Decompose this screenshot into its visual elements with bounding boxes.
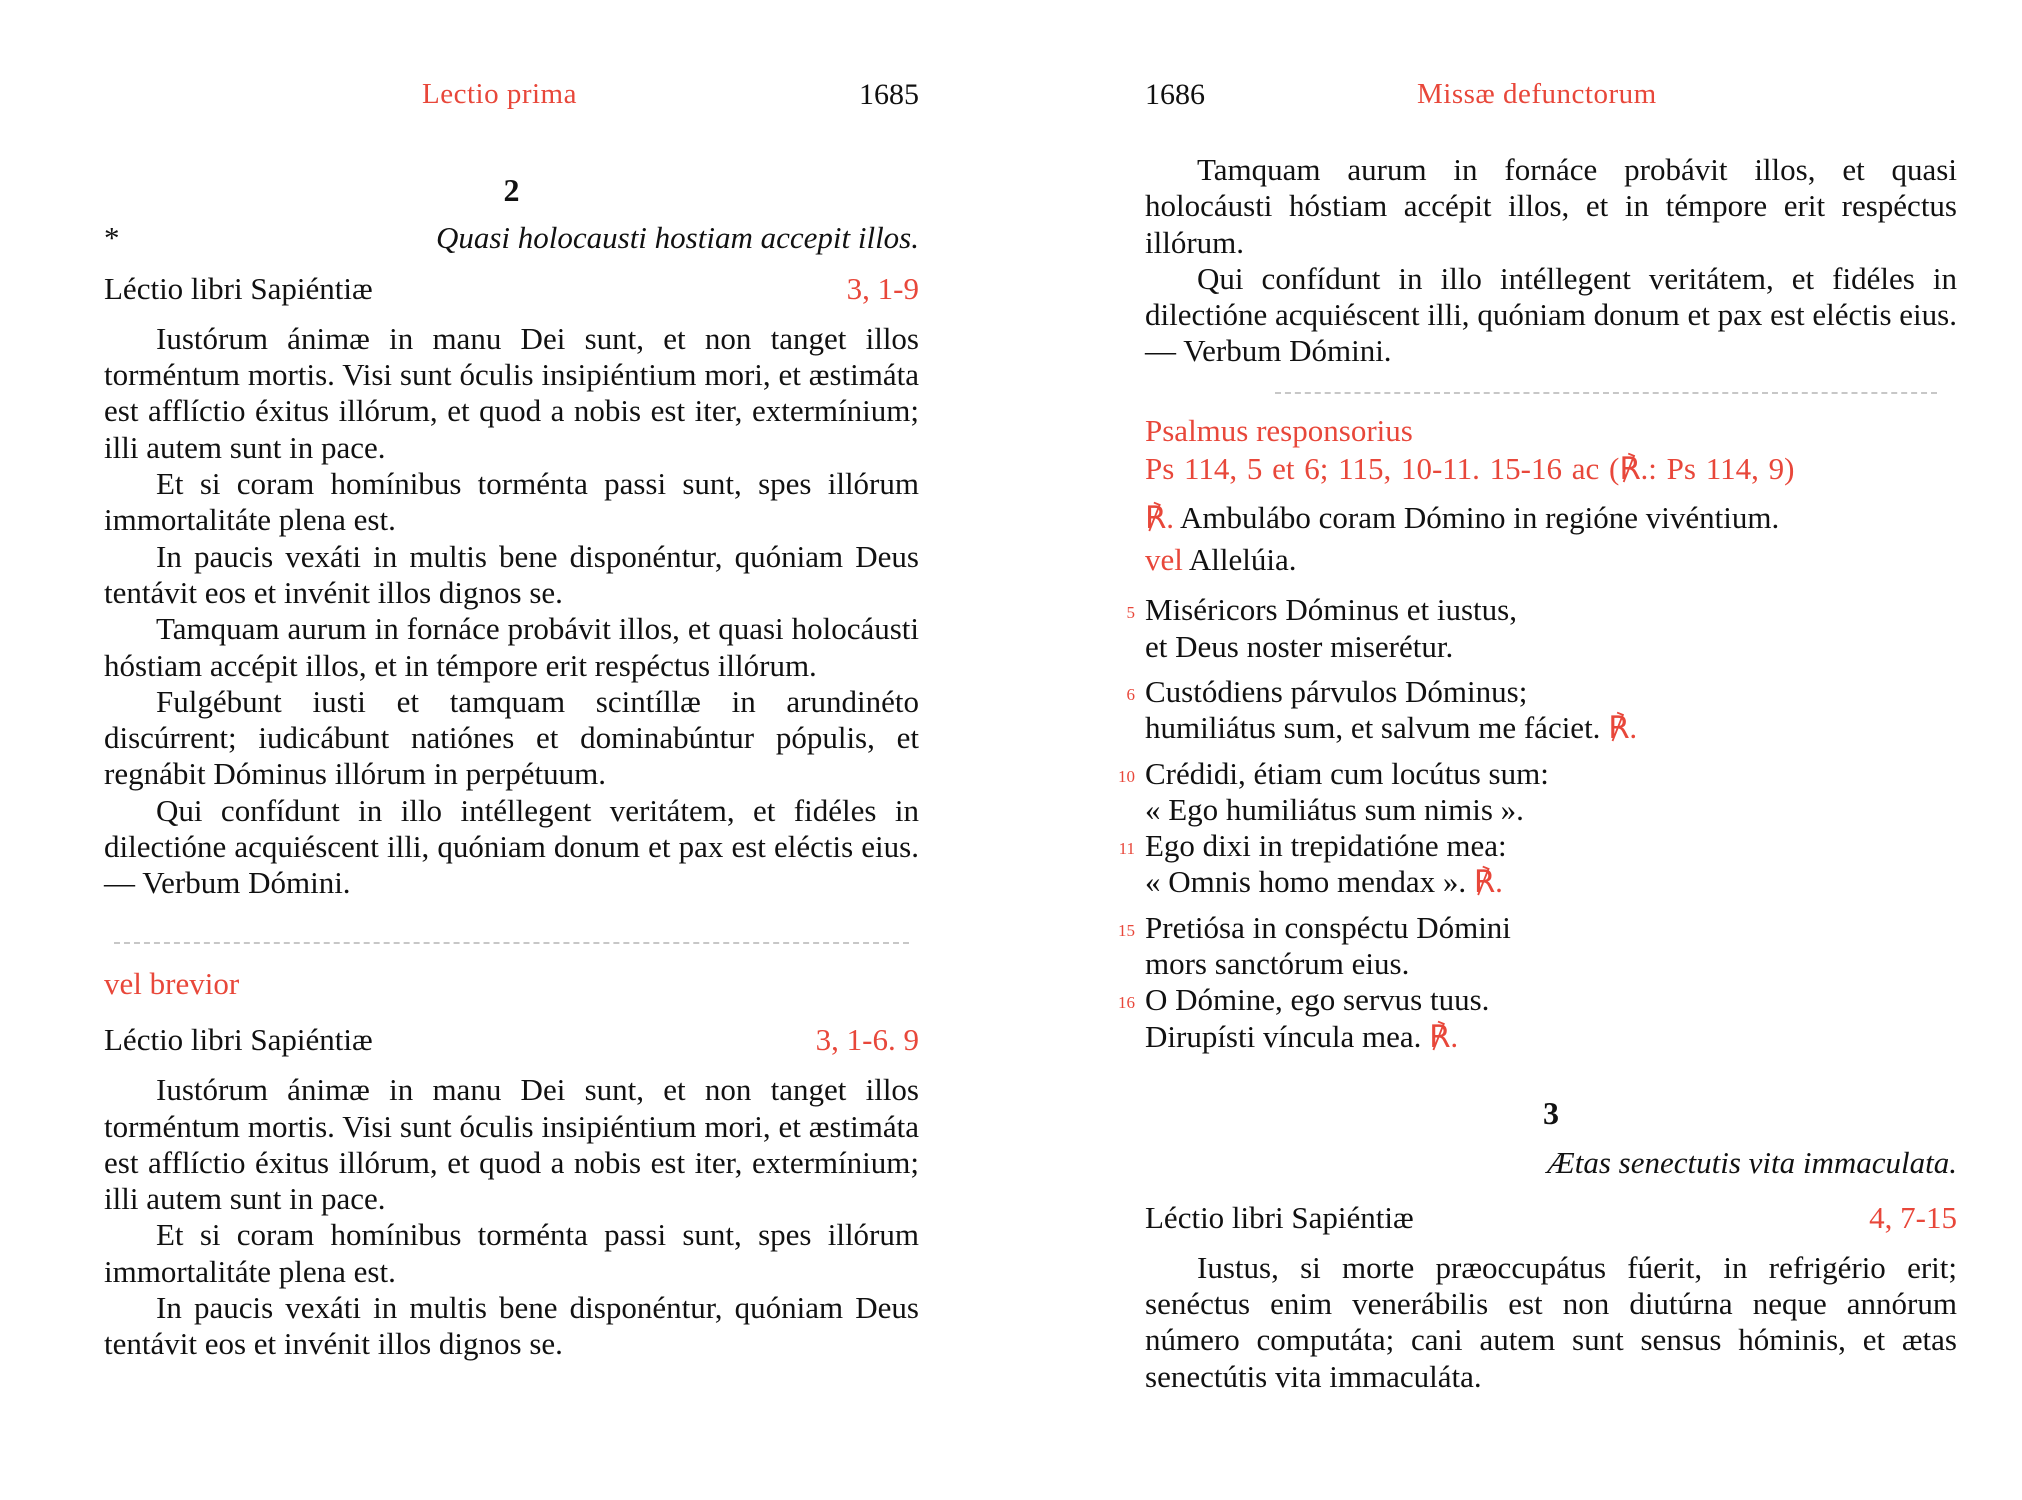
left-page-header <box>104 78 919 128</box>
verse-number: 5 <box>1126 603 1135 623</box>
vel-text: Allelúia. <box>1188 542 1297 578</box>
psalm-stanza <box>1118 982 1957 1055</box>
reading-paragraph: Qui confídunt in illo intéllegent veritátem, et fidéles in dilectióne acquiéscent illi, quóniam donum et pax est eléctis eius. — Verbum Dómini. <box>1145 260 1957 369</box>
left-page-body <box>104 172 919 1363</box>
vel-word: vel <box>1145 542 1183 578</box>
reading-heading <box>1145 1200 1957 1236</box>
running-title: Missæ defunctorum <box>1417 78 1657 110</box>
psalm-title: Psalmus responsorius <box>1145 412 1413 448</box>
stanza-line <box>1145 946 1957 982</box>
reading-paragraph: In paucis vexáti in multis bene disponéntur, quóniam Deus tentávit eos et invénit illos dignos se. <box>104 1290 919 1362</box>
stanza-line: Crédidi, étiam cum locútus sum: <box>1145 755 1549 791</box>
stanza-line: Custódiens párvulos Dóminus; <box>1145 673 1528 709</box>
reading-heading <box>104 271 919 307</box>
reading-paragraph: Qui confídunt in illo intéllegent veritátem, et fidéles in dilectióne acquiéscent illi, quóniam donum et pax est eléctis eius. — Verbum Dómini. <box>104 792 919 901</box>
reading-title: Léctio libri Sapiéntiæ <box>1145 1199 1414 1235</box>
response-symbol: ℟. <box>1145 499 1174 535</box>
reading-paragraph: Iustórum ánimæ in manu Dei sunt, et non tanget illos torméntum mortis. Visi sunt óculis insipiéntium mori, et æstimáta est afflíctio éxitus illórum, et quod a nobis est iter, extermínium; illi autem sunt in pace. <box>104 320 919 465</box>
reading-text <box>104 321 919 902</box>
verse-number: 16 <box>1118 993 1135 1013</box>
stanza-line-text: Dirupísti víncula mea. <box>1145 1018 1422 1054</box>
stanza-line <box>1145 710 1957 746</box>
left-page <box>104 0 919 1363</box>
response-symbol: ℟. <box>1473 864 1503 900</box>
psalm-stanza <box>1126 592 1957 665</box>
psalm-reference-main: Ps 114, 5 et 6; 115, 10-11. 15-16 ac <box>1145 450 1600 486</box>
section-divider <box>114 942 909 944</box>
reading-reference: 3, 1-9 <box>846 270 919 306</box>
incipit-row <box>104 220 919 256</box>
psalm-stanza <box>1118 828 1957 901</box>
stanza-line: Pretiósa in conspéctu Dómini <box>1145 909 1511 945</box>
reading-number: 2 <box>503 172 520 208</box>
incipit: Quasi holocausti hostiam accepit illos. <box>435 220 919 256</box>
page-number: 1686 <box>1145 78 1205 111</box>
psalm-reference <box>1145 450 1957 488</box>
psalm-stanza <box>1118 909 1957 983</box>
stanza-line-text: mors sanctórum eius. <box>1145 946 1410 982</box>
page-number: 1685 <box>859 78 919 111</box>
reading-title: Léctio libri Sapiéntiæ <box>104 1021 373 1057</box>
psalm-stanza <box>1126 673 1957 747</box>
stanza-line <box>1145 792 1957 828</box>
stanza-line <box>1145 1019 1957 1055</box>
response-symbol: ℟. <box>1608 710 1638 746</box>
stanza-line-text: et Deus noster miserétur. <box>1145 628 1454 664</box>
right-page-header <box>1145 78 1957 128</box>
reading-continuation <box>1145 152 1957 370</box>
reading-text <box>1145 1250 1957 1395</box>
stanza-line-text: humiliátus sum, et salvum me fáciet. <box>1145 710 1601 746</box>
reading-paragraph: Fulgébunt iusti et tamquam scintíllæ in arundinéto discúrrent; iudicábunt natiónes et dominabúntur pópulis, et regnábit Dóminus illórum in perpétuum. <box>104 683 919 792</box>
reading-paragraph: Et si coram homínibus torménta passi sunt, spes illórum immortalitáte plena est. <box>104 466 919 538</box>
stanza-line: O Dómine, ego servus tuus. <box>1145 982 1490 1018</box>
reading-paragraph: Et si coram homínibus torménta passi sunt, spes illórum immortalitáte plena est. <box>104 1217 919 1289</box>
stanza-line: Miséricors Dóminus et iustus, <box>1145 592 1517 628</box>
stanza-line <box>1145 864 1957 900</box>
reading-paragraph: In paucis vexáti in multis bene disponéntur, quóniam Deus tentávit eos et invénit illos dignos se. <box>104 538 919 610</box>
response-symbol: ℟. <box>1429 1018 1459 1054</box>
stanza-line-text: « Ego humiliátus sum nimis ». <box>1145 791 1524 827</box>
reading-heading <box>104 1022 919 1058</box>
reading-paragraph: Iustus, si morte præoccupátus fúerit, in refrigério erit; senéctus enim venerábilis est non diutúrna neque annórum número computáta; cani autem sunt sensus hóminis, et ætas senectútis vita immaculáta. <box>1145 1249 1957 1394</box>
stanza-line-text: « Omnis homo mendax ». <box>1145 864 1467 900</box>
right-page-body <box>1118 152 1957 1395</box>
vel-brevior-label: vel brevior <box>104 965 240 1001</box>
right-page <box>1118 0 1957 1395</box>
reading-text <box>104 1072 919 1362</box>
reading-reference: 4, 7-15 <box>1869 1199 1957 1235</box>
reading-number: 3 <box>1543 1094 1559 1131</box>
incipit: Ætas senectutis vita immaculata. <box>1547 1145 1957 1181</box>
verse-number: 6 <box>1126 684 1135 704</box>
stanza-line <box>1145 629 1957 665</box>
reading-paragraph: Tamquam aurum in fornáce probávit illos, et quasi holocáusti hóstiam accépit illos, et in témpore erit respéctus illórum. <box>104 611 919 683</box>
verse-number: 15 <box>1118 920 1135 940</box>
response-text: Ambulábo coram Dómino in regióne vivéntium. <box>1180 499 1780 535</box>
reading-paragraph: Iustórum ánimæ in manu Dei sunt, et non tanget illos torméntum mortis. Visi sunt óculis insipiéntium mori, et æstimáta est afflíctio éxitus illórum, et quod a nobis est iter, extermínium; illi autem sunt in pace. <box>104 1072 919 1217</box>
verse-number: 10 <box>1118 766 1135 786</box>
psalm-reference-response: (℟.: Ps 114, 9) <box>1609 450 1795 486</box>
verse-number: 11 <box>1118 839 1135 859</box>
stanza-line: Ego dixi in trepidatióne mea: <box>1145 828 1507 864</box>
star-mark: * <box>104 220 120 256</box>
running-title: Lectio prima <box>422 78 577 110</box>
responsorial-psalm <box>1118 412 1957 1055</box>
reading-title: Léctio libri Sapiéntiæ <box>104 270 373 306</box>
reading-reference: 3, 1-6. 9 <box>815 1021 919 1057</box>
psalm-stanza <box>1118 755 1957 829</box>
reading-paragraph: Tamquam aurum in fornáce probávit illos, et quasi holocáusti hóstiam accépit illos, et in témpore erit respéctus illórum. <box>1145 152 1957 260</box>
psalm-response <box>1145 500 1957 536</box>
section-divider <box>1275 392 1937 394</box>
psalm-alternative-response <box>1145 542 1957 578</box>
